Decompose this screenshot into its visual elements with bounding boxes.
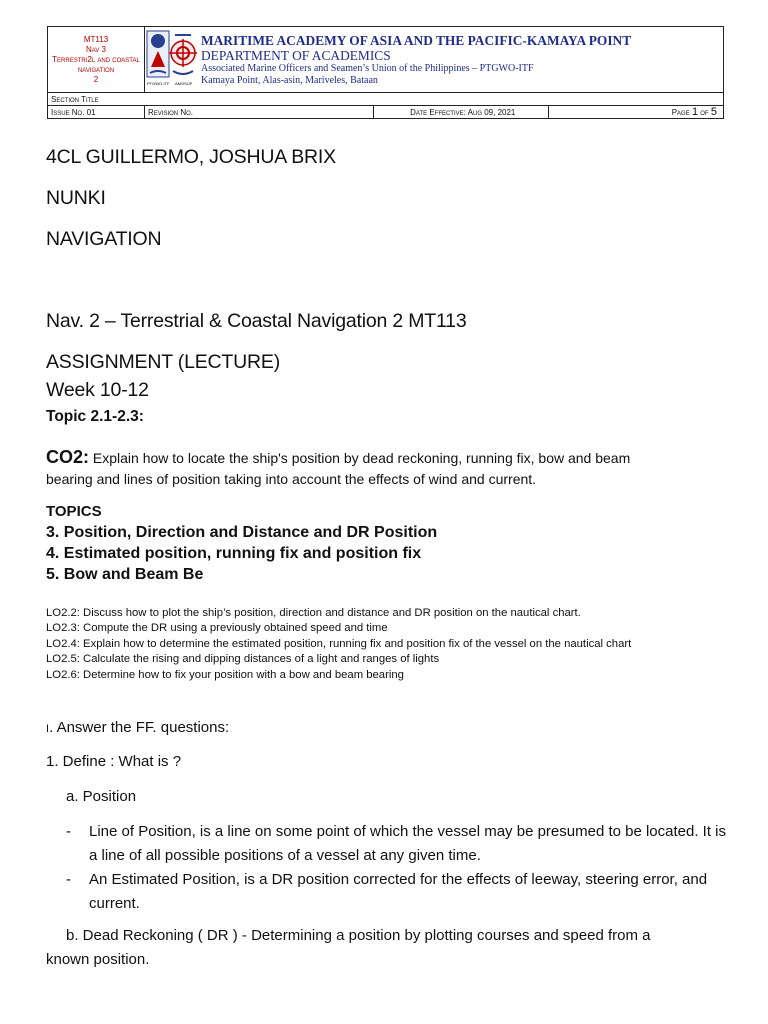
revision-number: Revision No. (145, 106, 374, 119)
co2-label: CO2: (46, 447, 90, 467)
answer-bullet: - Line of Position, is a line on some point of which the vessel may be presumed to be located. It is a line of all possible positions of a vessel at any given time. (66, 820, 726, 868)
answer-bullet-text: An Estimated Position, is a DR position corrected for the effects of leeway, steering error, and current. (89, 871, 708, 912)
topic-range: Topic 2.1-2.3: (46, 408, 144, 425)
page-indicator (549, 106, 724, 119)
logo-left-text: PTGWO-ITF (147, 81, 170, 86)
code-line: MT113 (83, 34, 109, 44)
code-line: 2 (93, 74, 99, 84)
assignment-title: ASSIGNMENT (LECTURE) (46, 351, 280, 373)
answer-bullet: - An Estimated Position, is a DR position corrected for the effects of leeway, steering error, and current. (66, 868, 726, 916)
page-number: 1 (691, 106, 699, 118)
topics-heading: TOPICS (46, 503, 102, 520)
student-program: NAVIGATION (46, 228, 162, 250)
week-range: Week 10-12 (46, 379, 149, 401)
learning-outcomes (46, 606, 631, 683)
learning-outcome: LO2.3: Compute the DR using a previously obtained speed and time (46, 622, 388, 635)
association-name: Associated Marine Officers and Seamen’s Union of the Philippines – PTGWO-ITF (201, 62, 534, 74)
organization-cell (199, 27, 724, 93)
answer-bullet-text: Line of Position, is a line on some point of which the vessel may be presumed to be located. It is a line of all possible positions of a vessel at any given time. (89, 823, 727, 864)
topic-item: 5. Bow and Beam Be (46, 566, 204, 583)
instruction-text: . Answer the FF. questions: (49, 719, 230, 736)
code-line: Nav 3 (85, 44, 106, 54)
page-of: of (700, 108, 709, 117)
logo-right-text: AMOSUP (175, 81, 193, 86)
instruction (46, 719, 229, 736)
topic-item: 3. Position, Direction and Distance and DR Position (46, 524, 438, 541)
page-label: Page (671, 108, 690, 117)
logo-cell (145, 27, 200, 93)
course-code-cell (48, 27, 145, 93)
address: Kamaya Point, Alas-asin, Mariveles, Bataan (201, 74, 378, 86)
learning-outcome: LO2.6: Determine how to fix your position with a bow and beam bearing (46, 668, 404, 681)
question-1: 1. Define : What is ? (46, 753, 182, 770)
section-title: Section Title (48, 93, 724, 106)
issue-number: Issue No. 01 (48, 106, 145, 119)
co2-text-line1: Explain how to locate the ship's position by dead reckoning, running fix, bow and beam (92, 450, 631, 466)
topic-item: 4. Estimated position, running fix and position fix (46, 545, 422, 562)
academy-logo-icon (145, 27, 197, 87)
learning-outcome: LO2.2: Discuss how to plot the ship’s position, direction and distance and DR position on the nautical chart. (46, 607, 581, 619)
date-effective: Date Effective: Aug 09, 2021 (374, 106, 549, 119)
document-header (47, 26, 724, 119)
learning-outcome: LO2.5: Calculate the rising and dipping distances of a light and ranges of lights (46, 653, 440, 666)
code-line: navigation (77, 64, 115, 74)
code-line: Terrestri2l and coastal (52, 54, 140, 64)
co2-statement (46, 447, 630, 468)
course-title: Nav. 2 – Terrestrial & Coastal Navigation 2 MT113 (46, 310, 467, 332)
co2-text-line2: bearing and lines of position taking into account the effects of wind and current. (46, 471, 537, 487)
learning-outcome: LO2.4: Explain how to determine the estimated position, running fix and position fix of the vessel on the nautical chart (46, 637, 632, 650)
question-1b-line1: b. Dead Reckoning ( DR ) - Determining a position by plotting courses and speed from a (66, 927, 651, 944)
page-total: 5 (710, 106, 717, 118)
organization-title: MARITIME ACADEMY OF ASIA AND THE PACIFIC-KAMAYA POINT (201, 32, 632, 48)
instruction-numeral: I (46, 723, 50, 735)
department-name: DEPARTMENT OF ACADEMICS (201, 47, 391, 63)
student-section: NUNKI (46, 187, 106, 209)
question-1b-line2: known position. (46, 951, 150, 968)
question-1a-label: a. Position (66, 788, 137, 805)
student-name: 4CL GUILLERMO, JOSHUA BRIX (46, 146, 336, 168)
